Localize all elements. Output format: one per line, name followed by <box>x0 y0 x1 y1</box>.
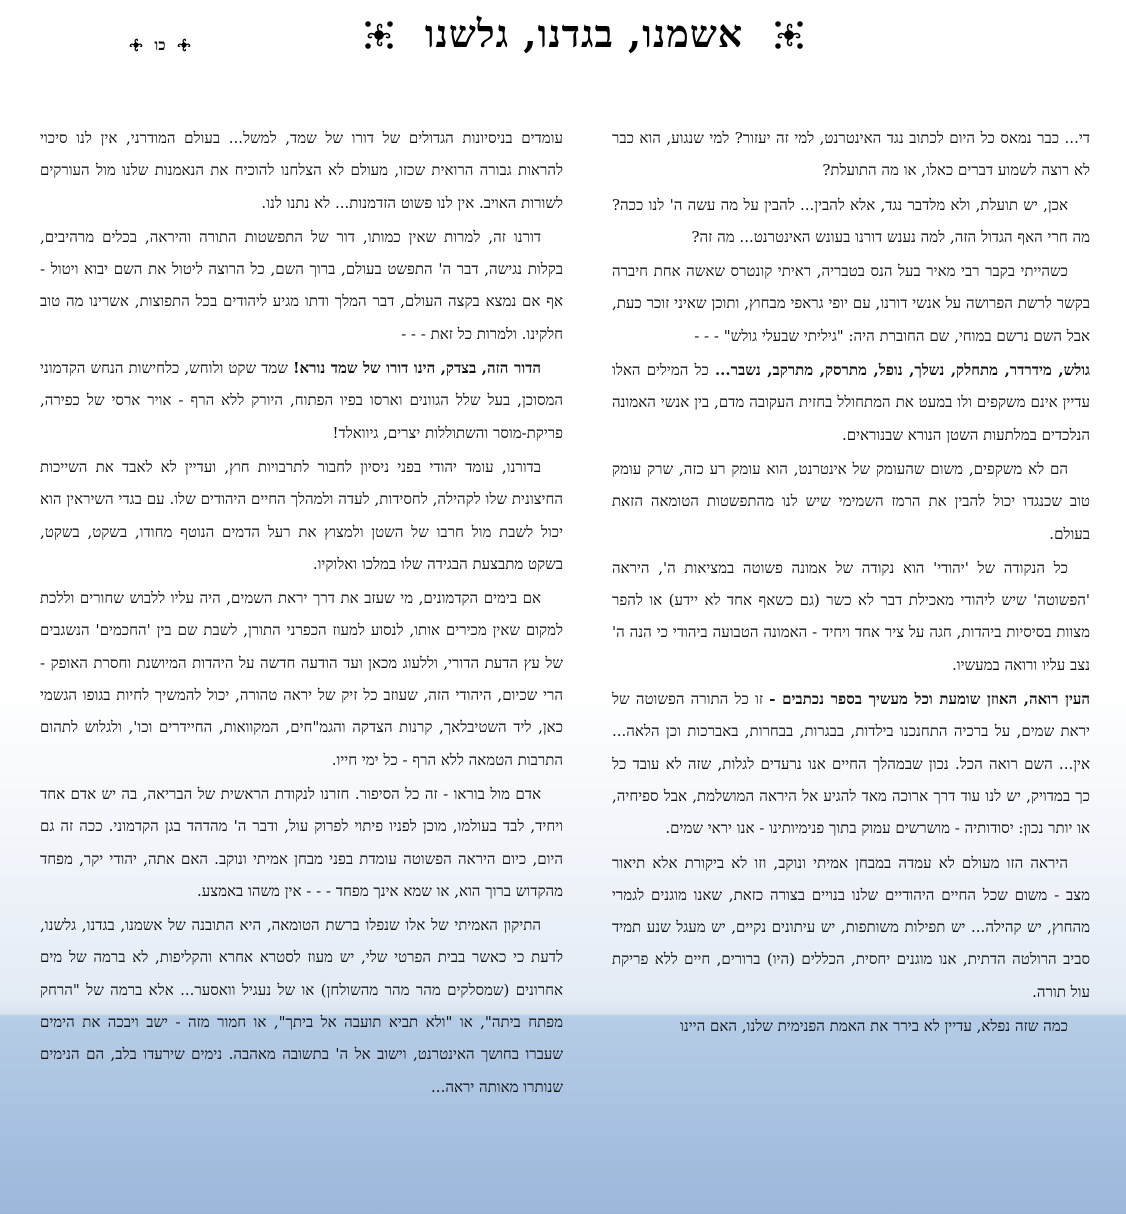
page-header <box>0 0 1126 80</box>
right-text-column <box>612 122 1090 1162</box>
left-text-column <box>40 122 563 1162</box>
bold-lead: העין רואה, האוזן שומעת וכל מעשיך בספר נכתבים - <box>769 690 1090 709</box>
paragraph: אכן, יש תועלת, ולא מלדבר נגד, אלא להבין... להבין על מה עשה ה' לנו ככה? מה חרי האף הגדול הזה, למה נענש דורנו בעונש האינטרנט... מה זה? <box>612 195 1090 246</box>
paragraph <box>612 354 1090 451</box>
small-flourish-icon <box>128 37 144 53</box>
paragraph <box>40 352 563 449</box>
page-title: אשמנו, בגדנו, גלשנו <box>424 11 744 56</box>
paragraph-text: זו כל התורה הפשוטה של יראת שמים, על ברכיה התחנכנו בילדות, בבגרות, בבחרות, באברכות וכן הלאה... אין... השם רואה הכל. נכון שבמהלך החיים אנו נרעדים לגלות, שזה לא עובד כל כך במדויק, יש לנו עוד דרך ארוכה מאד להגיע אל היראה המושלמת, אבל ספיחיה, או יותר נכון: יסודותיה - מושרשים עמוק בתוך פנימיותינו - אנו יראי שמים. <box>612 690 1090 838</box>
paragraph: הם לא משקפים, משום שהעומק של אינטרנט, הוא עומק רע כזה, שרק עומק טוב שכנגדו יכול להבין את הרמז השמימי שיש לנו מהתפשטות הטומאה הזאת בעולם. <box>612 459 1090 543</box>
paragraph: אדם מול בוראו - זה כל הסיפור. חזרנו לנקודת הראשית של הבריאה, בה יש אדם אחד ויחיד, לבד בעולמו, מוכן לפניו פיתוי לפרוק עול, ודבר ה' מהדהד בגן הקדמוני. ככה זה גם היום, כיום היראה הפשוטה עומדת בפני מבחן אמיתי ונוקב. האם אתה, יהודי יקר, מפחד מהקדוש ברוך הוא, או שמא אינך מפחד - - - אין משהו באמצע. <box>40 784 563 900</box>
flourish-ornament-icon <box>362 18 396 52</box>
paragraph: התיקון האמיתי של אלו שנפלו ברשת הטומאה, היא התובנה של אשמנו, בגדנו, גלשנו, לדעת כי כאשר בבית הפרטי שלי, יש מעוז לסטרא אחרא והקליפות, לא ברמה של מים אחרונים (שמסלקים מהר מהר מהשולחן) או של נעגיל וואסער... אלא ברמה של "הרחק מפתח ביתה", או "ולא תביא תועבה אל ביתך", או חמור מזה - ישב ויבכה את הימים שעברו בחושך האינטרנט, וישוב אל ה' בתשובה מאהבה. נימים שירעדו בלב, הם הנימים שנותרו מאותה יראה... <box>40 916 563 1096</box>
flourish-ornament-icon <box>772 18 806 52</box>
paragraph: די... כבר נמאס כל היום לכתוב נגד האינטרנט, למי זה יעזור? למי שנגוע, הוא כבר לא רוצה לשמוע דברים כאלו, או מה התועלת? <box>612 129 1090 180</box>
paragraph-text: שמד שקט ולוחש, כלחישות הנחש הקדמוני המסוכן, בעל שלל הגוונים וארסו בפיו הפתוח, היורק ללא הרף - אויר ארסי של כפירה, פריקת-מוסר והשתוללות יצרים, גיוואלד! <box>40 359 563 442</box>
paragraph-text: כל המילים האלו עדיין אינם משקפים ולו במעט את המתחולל בחזית העקובה מדם, בין אנשי האמונה הנלכדים במלתעות השטן הנורא שבנוראים. <box>612 361 1090 444</box>
paragraph: כל הנקודה של 'יהודי' הוא נקודה של אמונה פשוטה במציאות ה', היראה 'הפשוטה' שיש ליהודי מאכילת דבר לא כשר (גם כשאף אחד לא יידע) או להפר מצוות בסיסיות ביהדות, חגה על ציר אחד ויחיד - האמונה הטבועה ביהודי כי הנה ה' נצב עליו ורואה במעשיו. <box>612 558 1090 674</box>
bold-lead: גולש, מידרדר, מתחלק, נשלך, נופל, מתרסק, מתרקב, נשבר... <box>714 361 1090 380</box>
small-flourish-icon <box>176 37 192 53</box>
paragraph: בדורנו, עומד יהודי בפני ניסיון לחבור לתרבויות חוץ, ועדיין לא לאבד את השייכות החיצונית שלו לקהילה, לחסידות, לעדה ולמהלך החיים היהודים שלו. עם בגדי השיראין הוא יכול לשבת מול חרבו של השטן ולמצוץ את רעל הדמים הנוטף מחודו, בשקט, בשקט, בשקט מתבצעת הבגידה שלו במלכו ואלוקיו. <box>40 457 563 573</box>
paragraph: כמה שזה נפלא, עדיין לא בירר את האמת הפנימית שלנו, האם היינו <box>680 1017 1068 1036</box>
paragraph <box>612 683 1090 844</box>
paragraph: היראה הזו מעולם לא עמדה במבחן אמיתי ונוקב, וזו לא ביקורת אלא תיאור מצב - משום שכל החיים היהודיים שלנו בנויים בצורה כזאת, שאנו מוגנים לגמרי מהחוץ, יש קהילה... יש תפילות משותפות, יש עיתונים נקיים, יש מעגל שנע תמיד סביב הרולטה הדתית, אנו מוגנים יחסית, הכללים (היו) ברורים, חיים ללא פריקת עול תורה. <box>612 853 1090 1001</box>
bold-lead: הדור הזה, בצדק, הינו דורו של שמד נורא! <box>292 359 541 378</box>
page-number: כו <box>154 36 166 54</box>
paragraph: כשהייתי בקבר רבי מאיר בעל הנס בטבריה, ראיתי קונטרס שאשה אחת חיברה בקשר לרשת הפרושה על אנשי דורנו, עם יופי גראפי מבחוץ, ותוכן שאיני זוכר כעת, אבל השם נרשם במוחי, שם החוברת היה: "גיליתי שבעלי גולש" - - - <box>612 262 1090 345</box>
paragraph: דורנו זה, למרות שאין כמותו, דור של התפשטות התורה והיראה, בכלים מרהיבים, בקלות נגישה, דבר ה' התפשט בעולם, ברוך השם, כל הרוצה ליטול את השם יבוא ויטול - אף אם נמצא בקצה העולם, דבר המלך ודתו מגיע ליהודים בכל התפוצות, אשרינו מה טוב חלקינו. ולמרות כל זאת - - - <box>40 227 563 343</box>
page-number-box <box>128 34 192 56</box>
paragraph: עומדים בניסיונות הגדולים של דורו של שמד, למשל... בעולם המודרני, אין לנו סיכוי להראות גבורה הרואית שכזו, מעולם לא הצלחנו להוכיח את הנאמנות שלנו מול העורקים לשורות האויב. אין לנו פשוט הזדמנות... לא נתנו לנו. <box>40 129 563 212</box>
paragraph: אם בימים הקדמונים, מי שעזב את דרך יראת השמים, היה עליו ללבוש שחורים וללכת למקום שאין מכירים אותו, לנסוע למעוז הכפרני התורן, לשבת שם בין 'החכמים' הנשגבים של עץ הדעת הדורי, וללעוג מכאן ועד הודעה חדשה על היהדות המיושנת וחסרת האופק - הרי שכיום, היהודי הזה, שעוזב כל זיק של יראה טהורה, יכול להמשיך לחיות בגופו הגשמי כאן, ליד השטיבלאך, קרנות הצדקה והגמ"חים, המקוואות, החיידרים וכו', ולגלוש לתהום התרבות הטמאה ללא הרף - כל ימי חייו. <box>40 589 563 769</box>
